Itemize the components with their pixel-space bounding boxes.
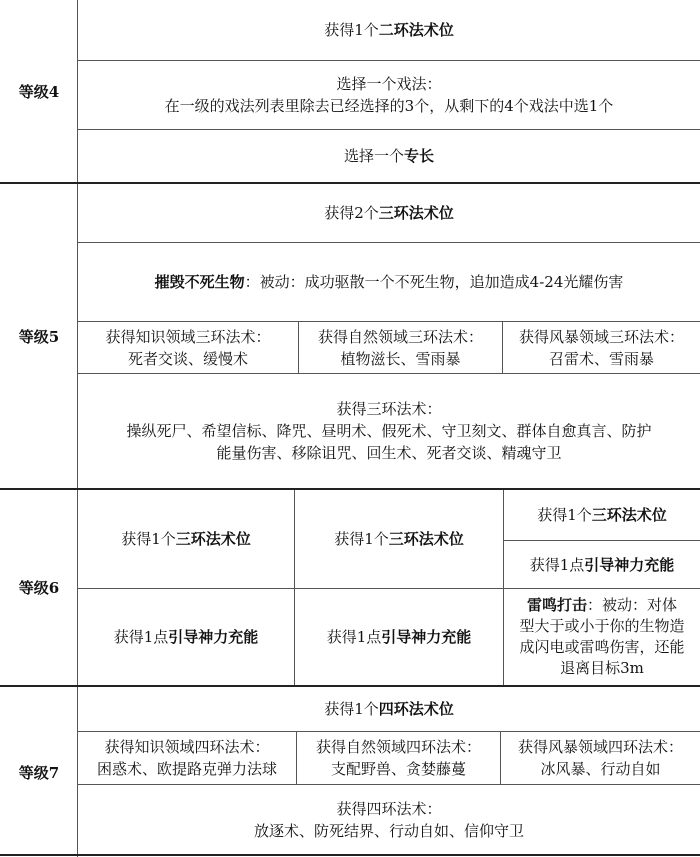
l5-nature-spells: 植物滋长、雪雨暴	[340, 349, 461, 368]
l5-knowledge-title: 获得知识领域三环法术：	[105, 327, 271, 346]
l6-spell-slot-1	[78, 490, 294, 588]
l7-r3-title: 获得四环法术：	[336, 800, 442, 818]
l5-r4-title: 获得三环法术：	[336, 400, 442, 418]
l7-r3-spells: 放逐术、防死结界、行动自如、信仰守卫	[253, 822, 524, 840]
l7-storm-title: 获得风暴领域四环法术：	[517, 738, 683, 756]
l6-d2-bold: 引导神力充能	[381, 628, 472, 646]
l5-destroy-undead	[78, 243, 700, 321]
l7-r1-bold: 四环法术位	[378, 700, 454, 718]
l5-r2-text: ：被动：成功驱散一个不死生物，追加造成4-24光耀伤害	[244, 273, 624, 291]
l6-d3-bold: 雷鸣打击	[526, 596, 587, 614]
l5-knowledge-domain	[78, 322, 298, 373]
l6-c1-text: 获得1个	[121, 530, 176, 548]
l5-knowledge-spells: 死者交谈、缓慢术	[127, 349, 248, 368]
l7-fourth-level-spells	[78, 785, 700, 855]
l7-nature-spells: 支配野兽、贪婪藤蔓	[330, 760, 466, 778]
l5-r1-bold: 三环法术位	[378, 204, 454, 222]
l4-cantrip-title: 选择一个戏法：	[336, 75, 442, 93]
l6-d1-text: 获得1点	[113, 628, 169, 646]
level-7-label: 等级7	[18, 763, 60, 782]
l5-r1-text: 获得2个	[324, 204, 379, 222]
l7-knowledge-domain	[78, 732, 296, 784]
l7-knowledge-spells: 困惑术、欧提路克弹力法球	[96, 760, 277, 778]
l6-d3-l2: 型大于或小于你的生物造	[519, 617, 685, 635]
l6-d3-l4: 退离目标3m	[560, 659, 644, 677]
l7-nature-title: 获得自然领域四环法术：	[315, 738, 481, 756]
l5-storm-spells: 召雷术、雪雨暴	[548, 349, 654, 368]
l4-cantrip-choice	[78, 61, 700, 129]
l4-r1-text: 获得1个	[324, 21, 379, 39]
l6-c3a-text: 获得1个	[537, 506, 592, 524]
l5-r4-line2: 操纵死尸、希望信标、降咒、昼明术、假死术、守卫刻文、群体自愈真言、防护	[126, 422, 652, 440]
l5-nature-title: 获得自然领域三环法术：	[317, 327, 483, 346]
l6-spell-slot-3	[504, 490, 700, 540]
l5-storm-title: 获得风暴领域三环法术：	[518, 327, 684, 346]
l7-spell-slot	[78, 687, 700, 731]
level-5-label: 等级5	[18, 328, 60, 346]
l4-r3-text: 选择一个	[343, 147, 404, 165]
l4-spell-slot	[78, 0, 700, 60]
l7-nature-domain	[297, 732, 500, 784]
l6-c1-bold: 三环法术位	[175, 530, 251, 548]
l7-storm-spells: 冰风暴、行动自如	[540, 760, 661, 778]
l7-storm-domain	[501, 732, 700, 784]
l5-spell-slot	[78, 184, 700, 242]
l6-c2-bold: 三环法术位	[388, 530, 464, 548]
l5-r4-line3: 能量伤害、移除诅咒、回生术、死者交谈、精魂守卫	[216, 444, 562, 462]
level-6-label: 等级6	[18, 579, 60, 597]
l6-c3b-bold: 引导神力充能	[584, 555, 675, 574]
l5-storm-domain	[503, 322, 700, 373]
l7-r1-text: 获得1个	[324, 700, 379, 718]
l6-channel-divinity-3	[504, 541, 700, 588]
l6-channel-divinity-1	[78, 589, 294, 685]
l6-d2-text: 获得1点	[326, 628, 382, 646]
l4-cantrip-desc: 在一级的戏法列表里除去已经选择的3个，从剩下的4个戏法中选1个	[164, 97, 614, 115]
l6-channel-divinity-2	[295, 589, 503, 685]
l4-r1-bold: 二环法术位	[378, 21, 454, 39]
l4-r3-bold: 专长	[404, 147, 435, 165]
l7-knowledge-title: 获得知识领域四环法术：	[104, 738, 270, 756]
l6-thunderbolt-strike	[504, 589, 700, 685]
l4-feat-choice	[78, 130, 700, 182]
l6-d3-l1: ：被动：对体	[587, 596, 678, 614]
level-4-label: 等级4	[18, 83, 60, 101]
l6-spell-slot-2	[295, 490, 503, 588]
l6-d3-l3: 成闪电或雷鸣伤害，还能	[519, 638, 685, 656]
l6-c3b-text: 获得1点	[529, 555, 585, 574]
l6-c3a-bold: 三环法术位	[591, 506, 667, 524]
l5-r2-bold: 摧毁不死生物	[154, 273, 245, 291]
l6-c2-text: 获得1个	[334, 530, 389, 548]
l6-d1-bold: 引导神力充能	[168, 628, 259, 646]
l5-nature-domain	[299, 322, 502, 373]
l5-third-level-spells	[78, 374, 700, 488]
